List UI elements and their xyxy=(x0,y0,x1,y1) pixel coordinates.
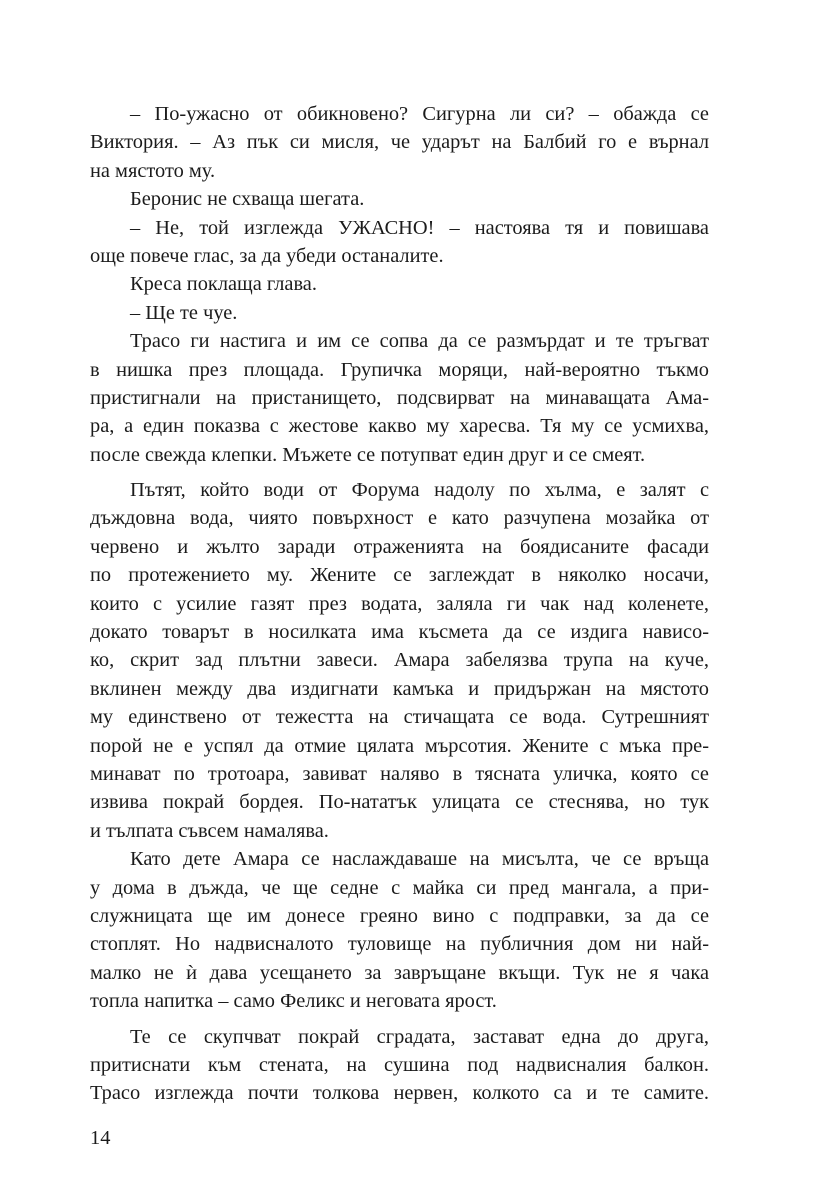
text-line: – Ще те чуе. xyxy=(130,301,238,324)
text-line: Като дете Амара се наслаждаваше на мисълта, че се връща xyxy=(130,848,709,871)
text-line: Виктория. – Аз пък си мисля, че ударът на Балбий го е върнал xyxy=(90,131,709,154)
text-line: Пътят, който води от Форума надолу по хълма, е залят с xyxy=(130,479,709,502)
text-line: в нишка през площада. Групичка моряци, най-вероятно тъкмо xyxy=(90,358,709,381)
text-line: Креса поклаща глава. xyxy=(130,273,317,296)
text-line: още повече глас, за да убеди останалите. xyxy=(90,244,444,267)
text-line: на мястото му. xyxy=(90,159,216,182)
text-line: Те се скупчват покрай сградата, застават една до друга, xyxy=(130,1025,709,1048)
text-line: малко не ѝ дава усещането за завръщане вкъщи. Тук не я чака xyxy=(90,961,709,984)
text-line: по протежението му. Жените се заглеждат в няколко носачи, xyxy=(90,564,709,587)
text-line: Трасо изглежда почти толкова нервен, колкото са и те самите. xyxy=(90,1082,709,1105)
text-line: после свежда клепки. Мъжете се потупват един друг и се смеят. xyxy=(90,443,646,466)
text-line: у дома в дъжда, че ще седне с майка си пред мангала, а при- xyxy=(90,876,709,899)
text-line: докато товарът в носилката има късмета да се издига нависо- xyxy=(90,621,709,644)
text-line: които с усилие газят през водата, заляла ги чак над коленете, xyxy=(90,592,709,615)
text-line: – По-ужасно от обикновено? Сигурна ли си? – обажда се xyxy=(130,103,709,125)
text-line: му единствено от тежестта на стичащата се вода. Сутрешният xyxy=(90,706,709,729)
text-line: извива покрай бордея. По-нататък улицата се стеснява, но тук xyxy=(90,791,709,814)
text-line: и тълпата съвсем намалява. xyxy=(90,819,329,842)
text-line: Беронис не схваща шегата. xyxy=(130,188,365,211)
text-line: дъждовна вода, чиято повърхност е като разчупена мозайка от xyxy=(90,507,709,530)
text-line: Трасо ги настига и им се сопва да се размърдат и те тръгват xyxy=(130,330,709,353)
text-line: порой не е успял да отмие цялата мърсотия. Жените с мъка пре- xyxy=(90,734,709,757)
text-line: служницата ще им донесе греяно вино с подправки, за да се xyxy=(90,904,709,927)
text-line: червено и жълто заради отраженията на боядисаните фасади xyxy=(90,535,709,558)
text-line: – Не, той изглежда УЖАСНО! – настоява тя и повишава xyxy=(130,216,709,239)
body-text xyxy=(90,100,709,1108)
text-line: минават по тротоара, завиват наляво в тясната уличка, която се xyxy=(90,762,709,785)
text-line: топла напитка – само Феликс и неговата ярост. xyxy=(90,990,497,1013)
text-line: ко, скрит зад плътни завеси. Амара забелязва трупа на куче, xyxy=(90,649,709,672)
text-line: ра, а един показва с жестове какво му харесва. Тя му се усмихва, xyxy=(90,415,709,438)
text-line: стоплят. Но надвисналото туловище на публичния дом ни най- xyxy=(90,933,709,956)
text-line: притиснати към стената, на сушина под надвисналия балкон. xyxy=(90,1053,709,1076)
text-line: вклинен между два издигнати камъка и придържан на мястото xyxy=(90,677,709,700)
page-number: 14 xyxy=(90,1127,111,1149)
text-line: пристигнали на пристанището, подсвирват на минаващата Ама- xyxy=(90,386,709,409)
